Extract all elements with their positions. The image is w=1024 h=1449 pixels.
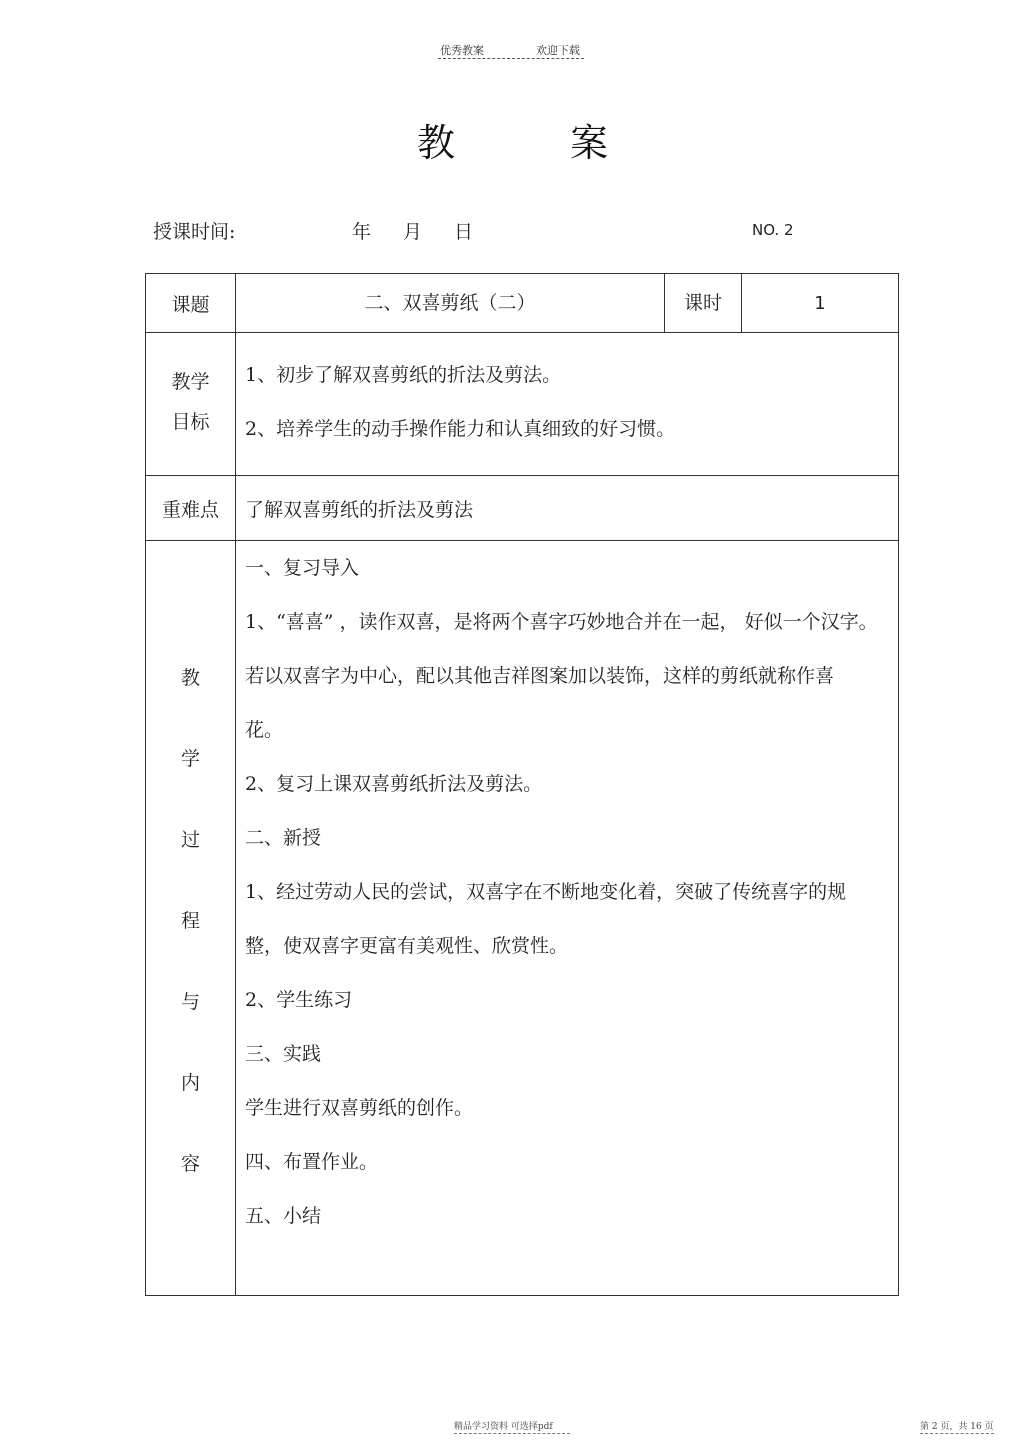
- key-points-row: [146, 476, 899, 541]
- header-left: 优秀教案: [440, 44, 484, 57]
- goal-item: 1、初步了解双喜剪纸的折法及剪法。: [245, 364, 562, 386]
- key-points-value: 了解双喜剪纸的折法及剪法: [236, 476, 899, 541]
- goal-item: 2、培养学生的动手操作能力和认真细致的好习惯。: [245, 418, 676, 440]
- footer-page-number: 第 2 页，共 16 页: [920, 1422, 994, 1432]
- process-line: 整，使双喜字更富有美观性、欣赏性。: [245, 935, 569, 957]
- goals-label: [146, 333, 236, 476]
- goals-label-line-1: 教学: [171, 371, 210, 393]
- footer-left: 精品学习资料 可选择pdf: [454, 1422, 553, 1432]
- process-line: 2、复习上课双喜剪纸折法及剪法。: [245, 773, 543, 795]
- hours-label: 课时: [665, 274, 742, 333]
- process-line: 1、经过劳动人民的尝试，双喜字在不断地变化着，突破了传统喜字的规: [245, 881, 847, 903]
- process-label-char: 教: [180, 667, 200, 689]
- process-label-char: 过: [180, 829, 200, 851]
- hours-value: 1: [742, 274, 899, 333]
- title-char-2: 案: [570, 121, 609, 165]
- process-line: 2、学生练习: [245, 989, 353, 1011]
- process-line: 四、布置作业。: [245, 1151, 379, 1173]
- process-line: 花。: [245, 719, 284, 741]
- document-number: NO. 2: [752, 221, 794, 239]
- process-label-char: 与: [180, 991, 200, 1013]
- goals-label-line-2: 目标: [171, 411, 210, 433]
- process-label-char: 容: [180, 1153, 200, 1175]
- year-label: 年: [352, 221, 372, 243]
- process-line: 一、复习导入: [245, 557, 360, 579]
- process-label: [146, 541, 236, 1296]
- process-line: 1、“喜喜” ，读作双喜，是将两个喜字巧妙地合并在一起， 好似一个汉字。: [245, 611, 878, 633]
- topic-row: [146, 274, 899, 333]
- process-row: [146, 541, 899, 1296]
- time-label: 授课时间:: [153, 221, 236, 243]
- goals-row: [146, 333, 899, 476]
- lesson-plan-table: [145, 273, 899, 1296]
- header-right: 欢迎下载: [536, 44, 580, 57]
- footer-right-divider: [920, 1433, 994, 1434]
- process-line: 若以双喜字为中心，配以其他吉祥图案加以装饰，这样的剪纸就称作喜: [245, 665, 835, 687]
- topic-value: 二、双喜剪纸（二）: [236, 274, 665, 333]
- key-points-label: 重难点: [146, 476, 236, 541]
- process-label-char: 程: [180, 910, 200, 932]
- footer-left-divider: [454, 1433, 570, 1434]
- header-divider: [438, 58, 584, 59]
- day-label: 日: [454, 221, 474, 243]
- process-label-char: 内: [180, 1072, 200, 1094]
- month-label: 月: [403, 221, 423, 243]
- process-line: 五、小结: [245, 1205, 322, 1227]
- goals-content: [236, 333, 899, 476]
- process-line: 学生进行双喜剪纸的创作。: [245, 1097, 474, 1119]
- topic-label: 课题: [146, 274, 236, 333]
- title-char-1: 教: [417, 121, 456, 165]
- process-line: 二、新授: [245, 827, 322, 849]
- process-content: [236, 541, 899, 1296]
- process-line: 三、实践: [245, 1043, 322, 1065]
- process-label-char: 学: [180, 748, 200, 770]
